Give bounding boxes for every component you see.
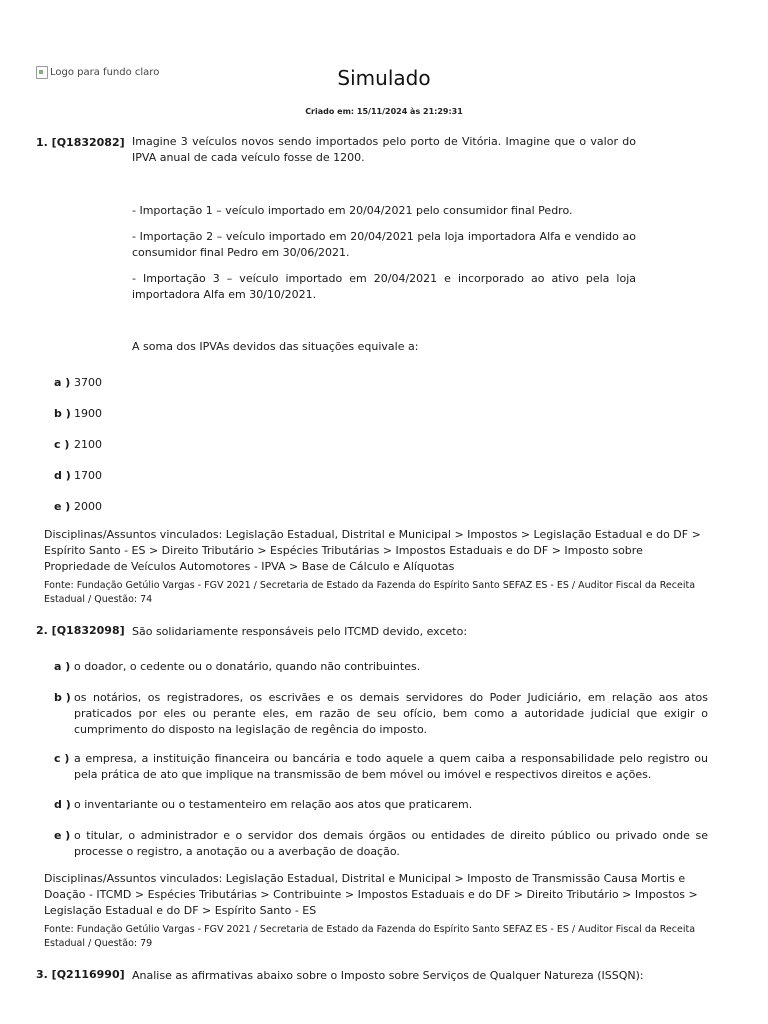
option-text: 1700 xyxy=(74,469,102,482)
option-text: 2000 xyxy=(74,500,102,513)
answer-option-d[interactable] xyxy=(54,797,708,813)
option-text: 1900 xyxy=(74,407,102,420)
option-letter: c ) xyxy=(54,438,70,451)
answer-option-c[interactable] xyxy=(54,751,708,783)
option-letter: b ) xyxy=(54,407,71,420)
question-number: 3. [Q2116990] xyxy=(36,968,125,981)
question-paragraph: - Importação 3 – veículo importado em 20/04/2021 e incorporado ao ativo pela loja importadora Alfa em 30/10/2021. xyxy=(132,272,636,301)
question-paragraph: - Importação 1 – veículo importado em 20/04/2021 pelo consumidor final Pedro. xyxy=(132,204,573,217)
page-title: Simulado xyxy=(337,66,431,90)
option-letter: e ) xyxy=(54,829,71,842)
option-text: 3700 xyxy=(74,376,102,389)
logo-alt-text: Logo para fundo claro xyxy=(50,67,160,78)
question-prompt: A soma dos IPVAs devidos das situações equivale a: xyxy=(132,340,419,353)
created-timestamp: Criado em: 15/11/2024 às 21:29:31 xyxy=(305,107,463,116)
answer-option-d[interactable] xyxy=(54,468,714,484)
question-paragraph: - Importação 2 – veículo importado em 20/04/2021 pela loja importadora Alfa e vendido ao consumidor final Pedro em 30/06/2021. xyxy=(132,230,636,259)
option-letter: a ) xyxy=(54,376,71,389)
question-source: Fonte: Fundação Getúlio Vargas - FGV 2021 / Secretaria de Estado da Fazenda do Espírito Santo SEFAZ ES - ES / Auditor Fiscal da Receita Estadual / Questão: 79 xyxy=(44,924,696,949)
option-letter: e ) xyxy=(54,500,71,513)
option-letter: c ) xyxy=(54,752,70,765)
option-letter: d ) xyxy=(54,469,71,482)
answer-option-a[interactable] xyxy=(54,375,714,391)
answer-option-e[interactable] xyxy=(54,828,708,860)
option-text: o titular, o administrador e o servidor dos demais órgãos ou entidades de direito público ou privado onde se processe o registro, a anotação ou a averbação de doação. xyxy=(74,829,708,858)
question-source: Fonte: Fundação Getúlio Vargas - FGV 2021 / Secretaria de Estado da Fazenda do Espírito Santo SEFAZ ES - ES / Auditor Fiscal da Receita Estadual / Questão: 74 xyxy=(44,580,696,605)
question-prompt: Analise as afirmativas abaixo sobre o Imposto sobre Serviços de Qualquer Natureza (ISSQN): xyxy=(132,969,644,982)
option-letter: d ) xyxy=(54,798,71,811)
answer-option-b[interactable] xyxy=(54,690,708,738)
option-text: 2100 xyxy=(74,438,102,451)
option-letter: a ) xyxy=(54,660,71,673)
option-text: a empresa, a instituição financeira ou bancária e todo aquele a quem caiba a responsabilidade pelo registro ou pela prática de ato que implique na transmissão de bem móvel ou imóvel e respectivos direitos e ações. xyxy=(74,752,708,781)
option-text: o doador, o cedente ou o donatário, quando não contribuintes. xyxy=(74,660,421,673)
linked-subjects: Disciplinas/Assuntos vinculados: Legislação Estadual, Distrital e Municipal > Impostos > Legislação Estadual e do DF > Espírito Santo - ES > Direito Tributário > Espécies Tributárias > Impostos Estaduais e do DF > Imposto sobre Propriedade de Veículos Automotores - IPVA > Base de Cálculo e Alíquotas xyxy=(44,528,701,573)
answer-option-b[interactable] xyxy=(54,406,714,422)
question-paragraph: Imagine 3 veículos novos sendo importados pelo porto de Vitória. Imagine que o valor do IPVA anual de cada veículo fosse de 1200. xyxy=(132,135,636,164)
answer-option-c[interactable] xyxy=(54,437,714,453)
option-text: o inventariante ou o testamenteiro em relação aos atos que praticarem. xyxy=(74,798,473,811)
linked-subjects: Disciplinas/Assuntos vinculados: Legislação Estadual, Distrital e Municipal > Imposto de Transmissão Causa Mortis e Doação - ITCMD > Espécies Tributárias > Contribuinte > Impostos Estaduais e do DF > Direito Tributário > Impostos > Legislação Estadual e do DF > Espírito Santo - ES xyxy=(44,872,698,917)
option-text: os notários, os registradores, os escrivães e os demais servidores do Poder Judiciário, em relação aos atos praticados por eles ou perante eles, em razão de seu ofício, bem como a autoridade judicial que exigir o cumprimento do disposto na legislação de regência do imposto. xyxy=(74,691,708,736)
answer-option-a[interactable] xyxy=(54,659,708,675)
option-letter: b ) xyxy=(54,691,71,704)
question-prompt: São solidariamente responsáveis pelo ITCMD devido, exceto: xyxy=(132,625,468,638)
answer-option-e[interactable] xyxy=(54,499,714,515)
question-number: 1. [Q1832082] xyxy=(36,136,125,149)
question-number: 2. [Q1832098] xyxy=(36,624,125,637)
